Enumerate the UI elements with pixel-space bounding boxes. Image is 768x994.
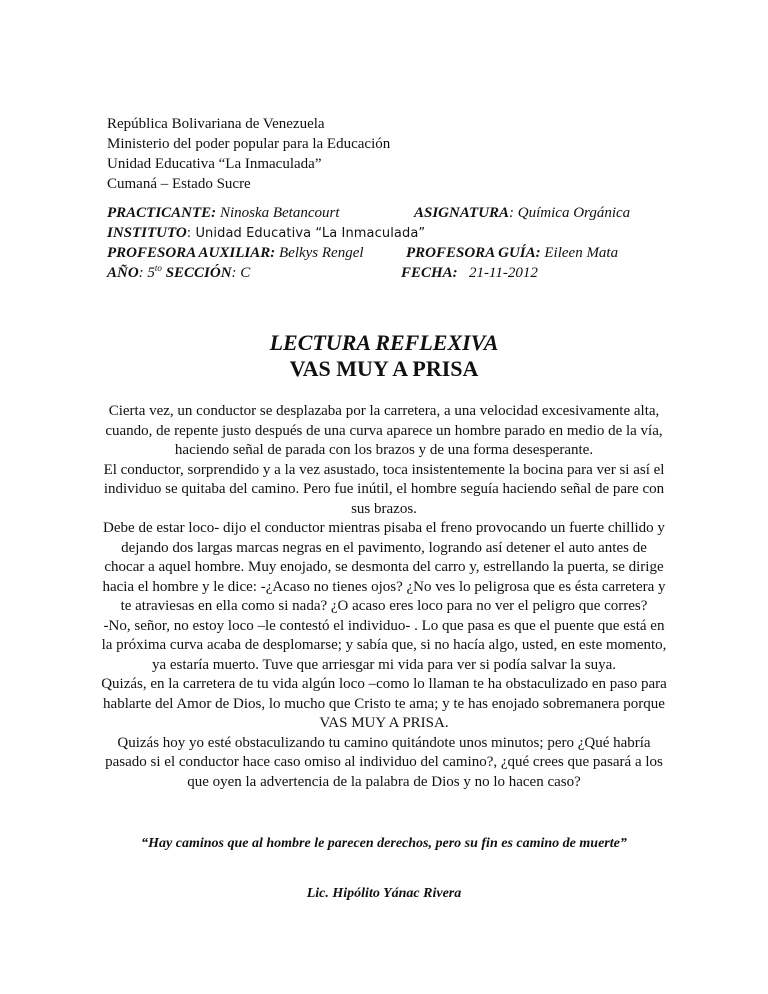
profesora-auxiliar-label: PROFESORA AUXILIAR: <box>107 245 276 261</box>
header-school: Unidad Educativa “La Inmaculada” <box>107 156 322 172</box>
anio-label: AÑO <box>107 265 139 281</box>
seccion-label: SECCIÓN <box>165 265 232 281</box>
fecha-value: 21-11-2012 <box>468 265 538 281</box>
fecha-field <box>401 263 538 283</box>
body-paragraph: -No, señor, no estoy loco –le contestó el individuo- . Lo que pasa es que el puente que está en la próxima curva acaba de desplomarse; y sabía que, si no hacía algo, usted, en este momento, ya estaría muerto. Tuve que arriesgar mi vida para ver si podía salvar la suya. <box>101 617 667 673</box>
anio-superscript: to <box>154 263 162 273</box>
asignatura-label: ASIGNATURA <box>414 205 510 221</box>
reading-title: LECTURA REFLEXIVA <box>269 330 499 355</box>
profesora-guia-value: Eileen Mata <box>544 245 619 261</box>
asignatura-field <box>414 203 630 223</box>
info-row-instituto <box>107 223 667 243</box>
reading-body <box>100 402 668 792</box>
header-ministry: Ministerio del poder popular para la Educación <box>107 136 391 152</box>
fecha-label: FECHA: <box>401 265 458 281</box>
practicante-value: Ninoska Betancourt <box>219 205 340 221</box>
body-paragraph: Quizás hoy yo esté obstaculizando tu camino quitándote unos minutos; pero ¿Qué habría pasado si el conductor hace caso omiso al individuo del camino?, ¿qué crees que pasará a los que oyen la advertencia de la palabra de Dios y no lo hacen caso? <box>105 734 663 790</box>
instituto-label: INSTITUTO <box>107 225 187 241</box>
student-info-block <box>107 203 667 283</box>
body-paragraph: Debe de estar loco- dijo el conductor mientras pisaba el freno provocando un fuerte chillido y dejando dos largas marcas negras en el pavimento, logrando así detener el auto antes de chocar a aquel hombre. Muy enojado, se desmonta del carro y, estrellando la puerta, se dirige hacia el hombre y le dice: -¿Acaso no tienes ojos? ¿No ves lo peligrosa que es ésta carretera y te atraviesas en ella como si nada? ¿O acaso eres loco para no ver el peligro que corres? <box>102 520 666 614</box>
instituto-value: : Unidad Educativa “La Inmaculada” <box>186 226 426 241</box>
profesora-guia-label: PROFESORA GUÍA: <box>406 245 541 261</box>
body-paragraph: El conductor, sorprendido y a la vez asustado, toca insistentemente la bocina para ver si así el individuo se quitaba del camino. Pero fue inútil, el hombre seguía haciendo señal de pare con sus brazos. <box>103 461 665 517</box>
institution-header <box>107 114 390 194</box>
practicante-label: PRACTICANTE: <box>107 205 217 221</box>
header-country: República Bolivariana de Venezuela <box>107 116 325 132</box>
profesora-guia-field <box>406 243 618 263</box>
info-row-anio <box>107 263 667 283</box>
author-signature: Lic. Hipólito Yánac Rivera <box>306 886 462 901</box>
body-paragraph: Cierta vez, un conductor se desplazaba por la carretera, a una velocidad excesivamente alta, cuando, de repente justo después de una curva aparece un hombre parado en medio de la vía, haciendo señal de parada con los brazos y de una forma desesperante. <box>105 403 663 458</box>
reading-subtitle: VAS MUY A PRISA <box>289 356 479 381</box>
asignatura-value: : Química Orgánica <box>509 205 631 221</box>
profesora-auxiliar-value: Belkys Rengel <box>279 245 364 261</box>
seccion-value: : C <box>231 265 251 281</box>
body-paragraph: Quizás, en la carretera de tu vida algún loco –como lo llaman te ha obstaculizado en paso para hablarte del Amor de Dios, lo mucho que Cristo te ama; y te has enojado sobremanera porque VAS MUY A PRISA. <box>101 676 667 731</box>
info-row-practicante <box>107 203 667 223</box>
info-row-profesoras <box>107 243 667 263</box>
closing-quote: “Hay caminos que al hombre le parecen derechos, pero su fin es camino de muerte” <box>141 836 627 851</box>
anio-value: : 5 <box>138 265 155 281</box>
header-city: Cumaná – Estado Sucre <box>107 176 251 192</box>
